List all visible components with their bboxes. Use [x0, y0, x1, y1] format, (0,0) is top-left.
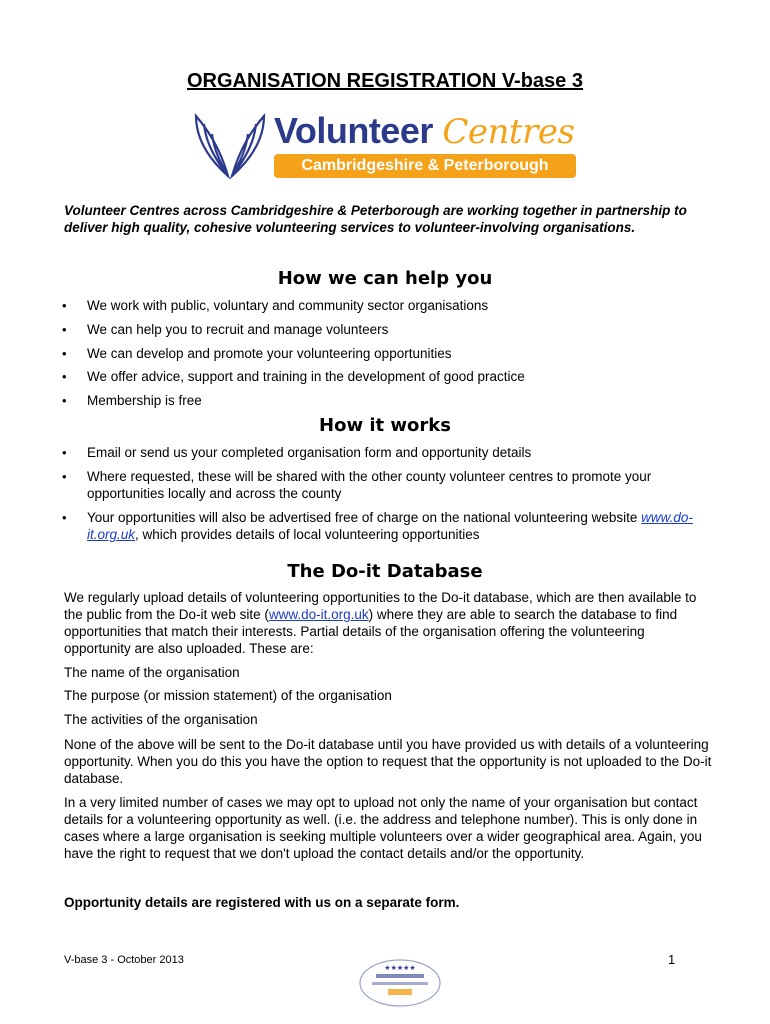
logo-word-centres: Centres: [442, 112, 575, 152]
svg-text:★★★★★: ★★★★★: [384, 964, 416, 972]
heading-how-it-works: How it works: [319, 415, 451, 436]
footer-version: V-base 3 - October 2013: [64, 954, 184, 966]
detail-line-purpose: The purpose (or mission statement) of the organisation: [64, 688, 392, 703]
do-it-paragraph-3: In a very limited number of cases we may opt to upload not only the name of your organisation but contact details for a volunteering opportunity as well. (i.e. the address and telephone number). This is only done in cases where a large organisation is seeking multiple volunteers over a wider geographical area. Again, you have the right to request that we don't upload the contact details and/or the opportunity.: [64, 795, 702, 861]
do-it-link[interactable]: www.do-it.org.uk: [87, 510, 693, 542]
separate-form-note: Opportunity details are registered with us on a separate form.: [64, 895, 460, 910]
list-item: • Your opportunities will also be advertised free of charge on the national volunteering website www.do-it.org.uk, which provides details of local volunteering opportunities: [60, 509, 720, 543]
list-item: • Email or send us your completed organisation form and opportunity details: [60, 444, 720, 461]
logo-region-band: Cambridgeshire & Peterborough: [274, 154, 576, 178]
logo-word-volunteer: Volunteer: [274, 110, 433, 151]
list-item: • We can develop and promote your volunteering opportunities: [60, 345, 720, 362]
detail-line-activities: The activities of the organisation: [64, 712, 258, 727]
list-item: • Membership is free: [60, 392, 720, 409]
volunteer-centres-logo: [190, 110, 585, 180]
heading-how-we-help: How we can help you: [277, 268, 493, 289]
page-number: 1: [668, 952, 676, 967]
do-it-paragraph-1: We regularly upload details of volunteering opportunities to the Do-it database, which are then available to the public from the Do-it web site (www.do-it.org.uk) where they are able to search the database to find opportunities that match their interests. Partial details of the organisation offering the volunteering opportunity are also uploaded. These are:: [64, 590, 697, 656]
document-title: ORGANISATION REGISTRATION V-base 3: [187, 70, 583, 92]
detail-line-name: The name of the organisation: [64, 665, 240, 680]
list-item: • We offer advice, support and training in the development of good practice: [60, 368, 720, 385]
help-list: [60, 297, 720, 409]
list-item: • We work with public, voluntary and community sector organisations: [60, 297, 720, 314]
quality-badge-icon: [358, 958, 442, 1008]
wings-icon: [190, 110, 270, 180]
intro-paragraph: Volunteer Centres across Cambridgeshire & Peterborough are working together in partnership to deliver high quality, cohesive volunteering services to volunteer-involving organisations.: [64, 203, 687, 235]
do-it-link[interactable]: www.do-it.org.uk: [268, 607, 369, 622]
do-it-paragraph-2: None of the above will be sent to the Do-it database until you have provided us with details of a volunteering opportunity. When you do this you have the option to request that the opportunity is not uploaded to the Do-it database.: [64, 737, 712, 786]
list-item: • We can help you to recruit and manage volunteers: [60, 321, 720, 338]
list-item: • Where requested, these will be shared with the other county volunteer centres to promote your opportunities locally and across the county: [60, 468, 720, 502]
heading-do-it-database: The Do-it Database: [287, 561, 483, 582]
logo-wordmark: [274, 110, 574, 152]
works-list: [60, 444, 720, 543]
